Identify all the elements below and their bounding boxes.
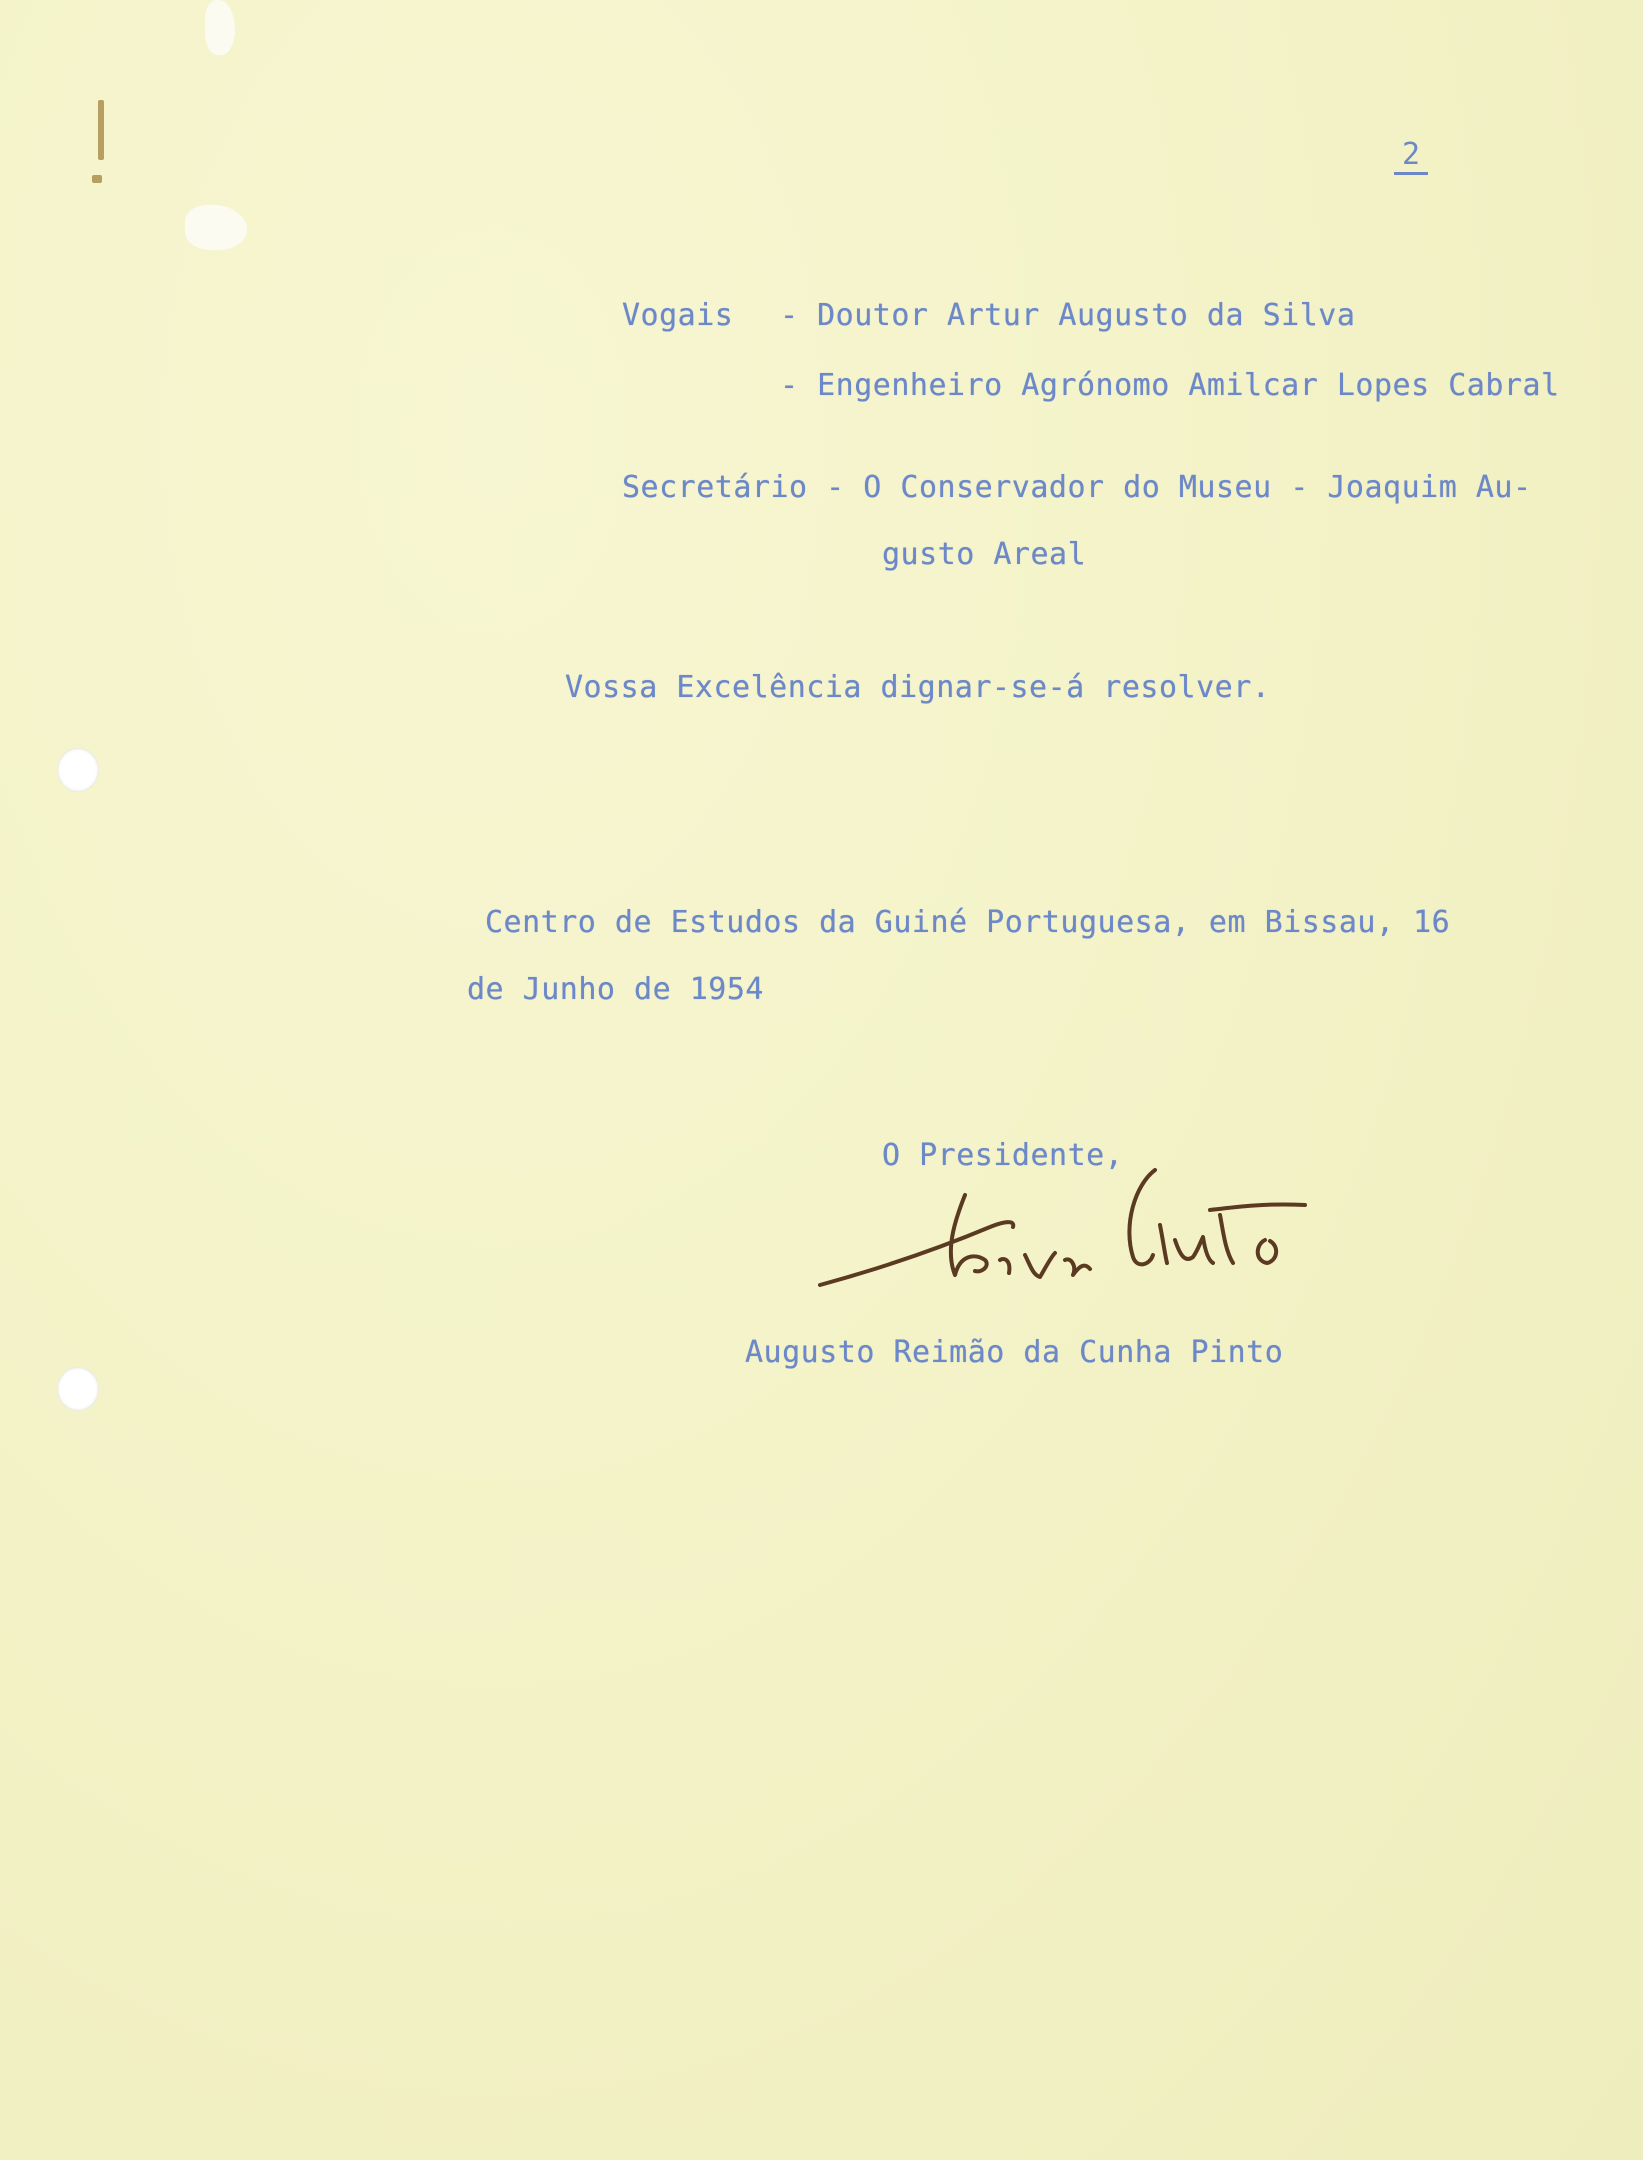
paper-tear-top bbox=[205, 0, 235, 55]
vogal-1: - Doutor Artur Augusto da Silva bbox=[780, 298, 1356, 333]
page-number: 2 bbox=[1394, 140, 1428, 175]
vogal-2: - Engenheiro Agrónomo Amilcar Lopes Cabral bbox=[780, 368, 1560, 403]
vogais-label: Vogais bbox=[622, 298, 734, 333]
punch-hole-upper bbox=[57, 748, 99, 792]
secretario-line-1: Secretário - O Conservador do Museu - Joaquim Au- bbox=[622, 470, 1532, 505]
paper-tear-left bbox=[185, 205, 247, 250]
secretario-line-2: gusto Areal bbox=[882, 537, 1087, 572]
rust-stain bbox=[98, 100, 104, 160]
place-date-line-1: Centro de Estudos da Guiné Portuguesa, em Bissau, 16 bbox=[485, 905, 1451, 940]
rust-stain-dot bbox=[92, 175, 102, 183]
place-date-line-2: de Junho de 1954 bbox=[467, 972, 764, 1007]
signatory-title: O Presidente, bbox=[882, 1138, 1124, 1173]
signatory-name: Augusto Reimão da Cunha Pinto bbox=[745, 1335, 1284, 1370]
punch-hole-lower bbox=[57, 1367, 99, 1411]
closing-request: Vossa Excelência dignar-se-á resolver. bbox=[565, 670, 1271, 705]
handwritten-signature bbox=[815, 1165, 1315, 1305]
